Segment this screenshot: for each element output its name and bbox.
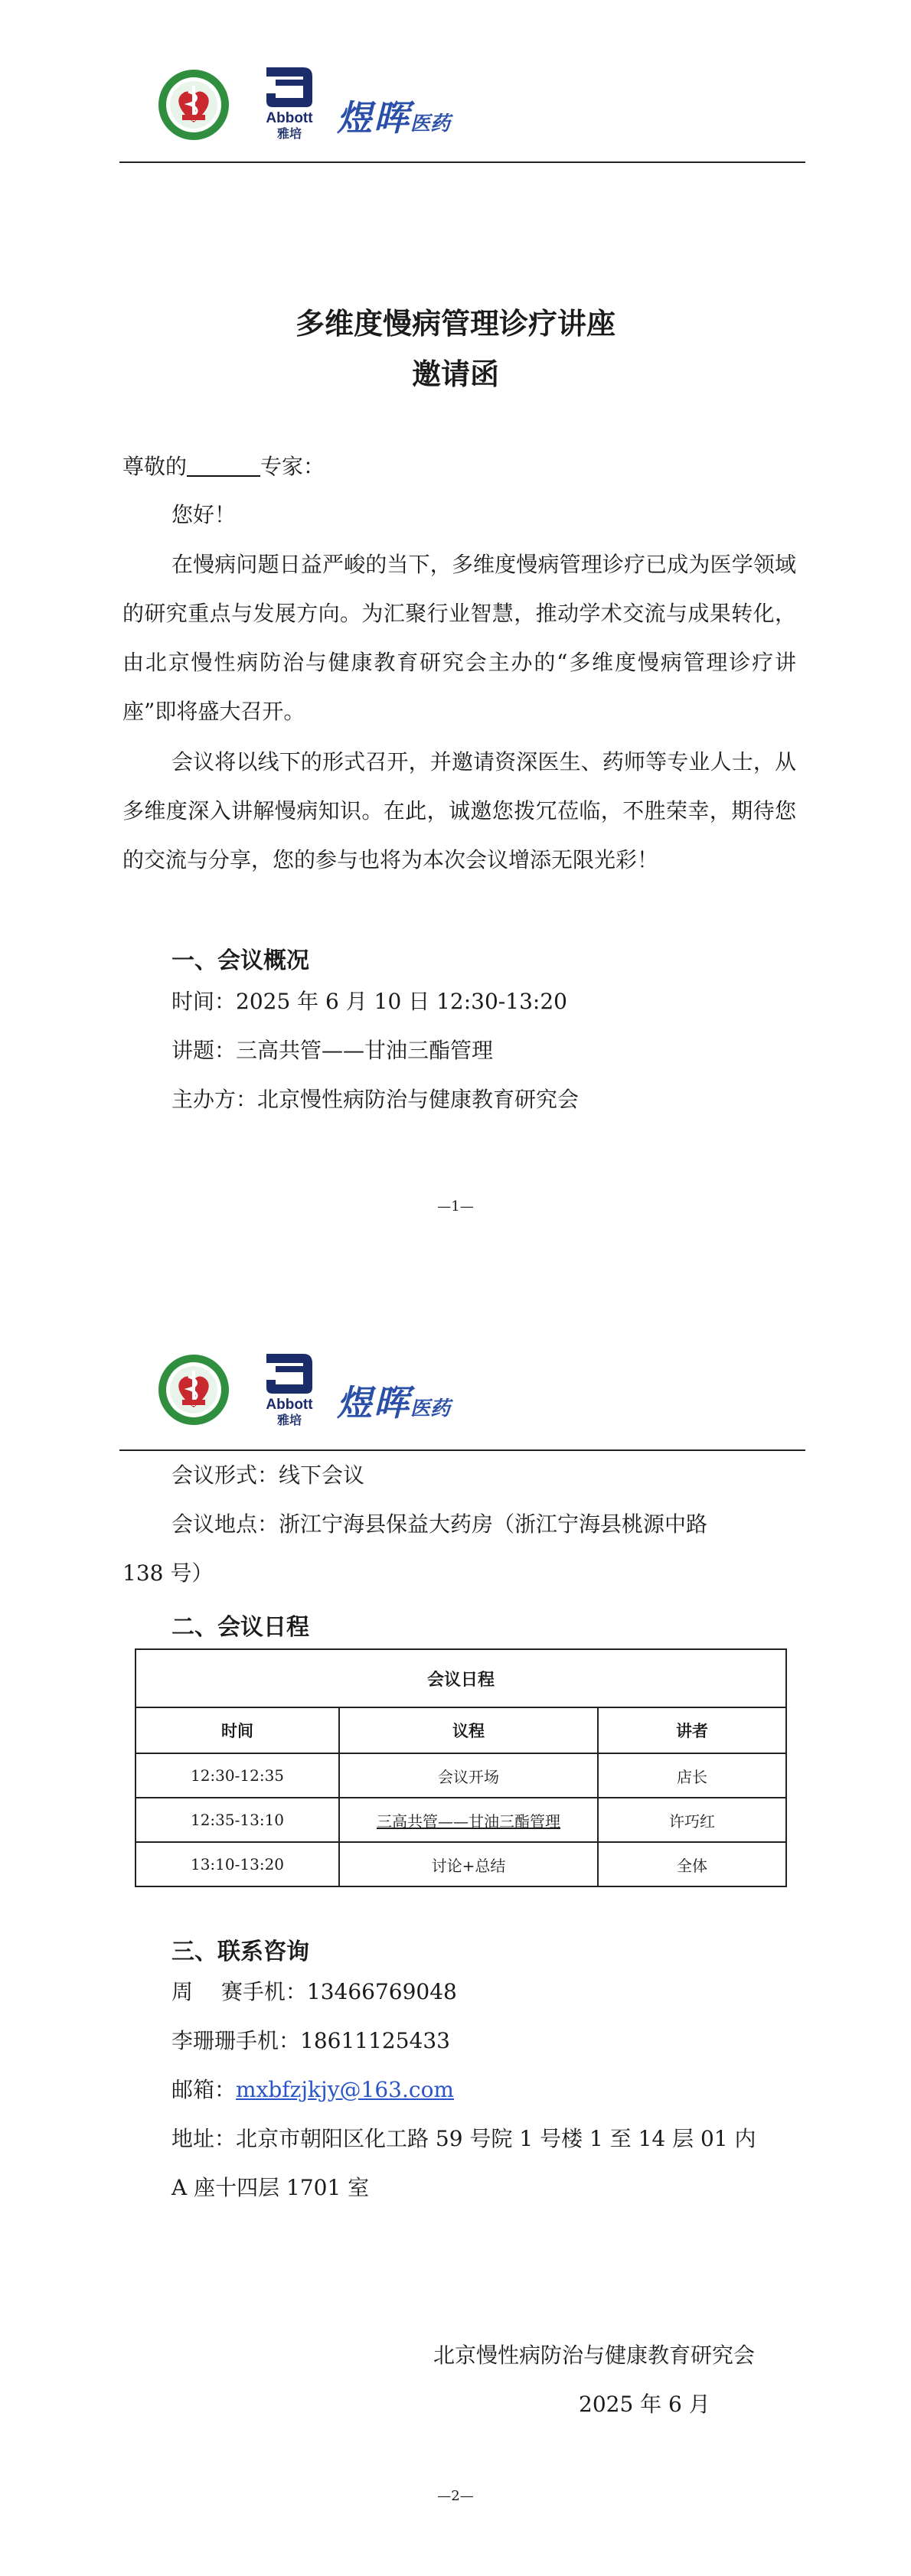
cell-time: 13:10-13:20 — [136, 1842, 339, 1886]
schedule-caption: 会议日程 — [136, 1649, 786, 1707]
document-title: 多维度慢病管理诊疗讲座 — [295, 307, 615, 341]
page-number: —1— — [437, 1198, 474, 1215]
contact-address: 地址：北京市朝阳区化工路 59 号院 1 号楼 1 至 14 层 01 内 — [171, 2126, 756, 2151]
abbott-logo — [254, 1349, 325, 1433]
cell-agenda — [339, 1798, 598, 1842]
table-row — [136, 1798, 786, 1842]
contact-email — [171, 2066, 454, 2115]
yaohui-wordmark: 煜晖 — [337, 97, 410, 139]
cell-agenda: 讨论+总结 — [339, 1842, 598, 1886]
abbott-mark-icon — [262, 63, 317, 110]
contact-phone-1: 周 赛手机：13466769048 — [171, 1979, 457, 2004]
yaohui-logo — [337, 1375, 450, 1426]
page-number: —2— — [437, 2488, 474, 2504]
email-link[interactable]: mxbfzjkjy@163.com — [236, 2077, 454, 2102]
letterhead — [0, 1288, 911, 1456]
intro-paragraph: 在慢病问题日益严峻的当下，多维度慢病管理诊疗已成为医学领域的研究重点与发展方向。为汇聚行业智慧，推动学术交流与成果转化，由北京慢性病防治与健康教育研究会主办的“多维度慢病管理诊疗讲座”即将盛大召开。 — [122, 552, 796, 724]
meeting-host: 主办方：北京慢性病防治与健康教育研究会 — [171, 1087, 580, 1112]
header-divider — [119, 161, 805, 163]
cell-agenda-text: 三高共管——甘油三酯管理 — [377, 1811, 560, 1831]
meeting-venue: 会议地点：浙江宁海县保益大药房（浙江宁海县桃源中路 — [171, 1511, 708, 1537]
meeting-format: 会议形式：线下会议 — [171, 1462, 365, 1488]
format-paragraph: 会议将以线下的形式召开，并邀请资深医生、药师等专业人士，从多维度深入讲解慢病知识。在此，诚邀您拨冗莅临，不胜荣幸，期待您的交流与分享，您的参与也将为本次会议增添无限光彩！ — [122, 749, 796, 872]
salutation — [122, 442, 325, 491]
yaohui-suffix: 医药 — [410, 1397, 451, 1420]
society-seal-logo — [158, 69, 230, 141]
meeting-topic: 讲题：三高共管——甘油三酯管理 — [171, 1038, 494, 1063]
cell-speaker: 许巧红 — [598, 1798, 786, 1842]
column-header-time: 时间 — [136, 1707, 339, 1753]
email-label: 邮箱： — [171, 2077, 237, 2102]
table-row — [136, 1753, 786, 1798]
section-heading-schedule: 二、会议日程 — [171, 1614, 309, 1641]
signature-date: 2025 年 6 月 — [579, 2392, 710, 2417]
section-heading-contact: 三、联系咨询 — [171, 1939, 309, 1965]
abbott-wordmark: Abbott — [266, 110, 313, 126]
contact-phone-2: 李珊珊手机：18611125433 — [171, 2028, 450, 2053]
section-heading-overview: 一、会议概况 — [171, 947, 309, 974]
yaohui-wordmark: 煜晖 — [337, 1382, 410, 1423]
greeting: 您好！ — [171, 502, 237, 527]
contact-address-cont: A 座十四层 1701 室 — [171, 2175, 370, 2200]
signature-organization: 北京慢性病防治与健康教育研究会 — [433, 2343, 756, 2368]
abbott-mark-icon — [262, 1349, 317, 1397]
salutation-prefix: 尊敬的 — [122, 454, 188, 479]
cell-time: 12:35-13:10 — [136, 1798, 339, 1842]
cell-speaker: 全体 — [598, 1842, 786, 1886]
salutation-suffix: 专家： — [260, 454, 325, 479]
meeting-time: 时间：2025 年 6 月 10 日 12:30-13:20 — [171, 989, 567, 1014]
yaohui-suffix: 医药 — [410, 112, 451, 135]
cell-time: 12:30-12:35 — [136, 1753, 339, 1798]
yaohui-logo — [337, 90, 450, 141]
abbott-cn-wordmark: 雅培 — [276, 126, 302, 141]
name-blank — [187, 452, 260, 477]
cell-speaker: 店长 — [598, 1753, 786, 1798]
society-seal-logo — [158, 1354, 230, 1426]
letterhead — [0, 0, 911, 168]
page-2 — [0, 1288, 911, 2576]
column-header-speaker: 讲者 — [598, 1707, 786, 1753]
table-row — [136, 1842, 786, 1886]
document-subtitle: 邀请函 — [411, 357, 499, 391]
abbott-wordmark: Abbott — [266, 1397, 313, 1413]
cell-agenda: 会议开场 — [339, 1753, 598, 1798]
abbott-logo — [254, 63, 325, 147]
schedule-table — [135, 1648, 787, 1887]
column-header-agenda: 议程 — [339, 1707, 598, 1753]
abbott-cn-wordmark: 雅培 — [276, 1413, 302, 1427]
meeting-venue-cont: 138 号） — [122, 1560, 214, 1586]
